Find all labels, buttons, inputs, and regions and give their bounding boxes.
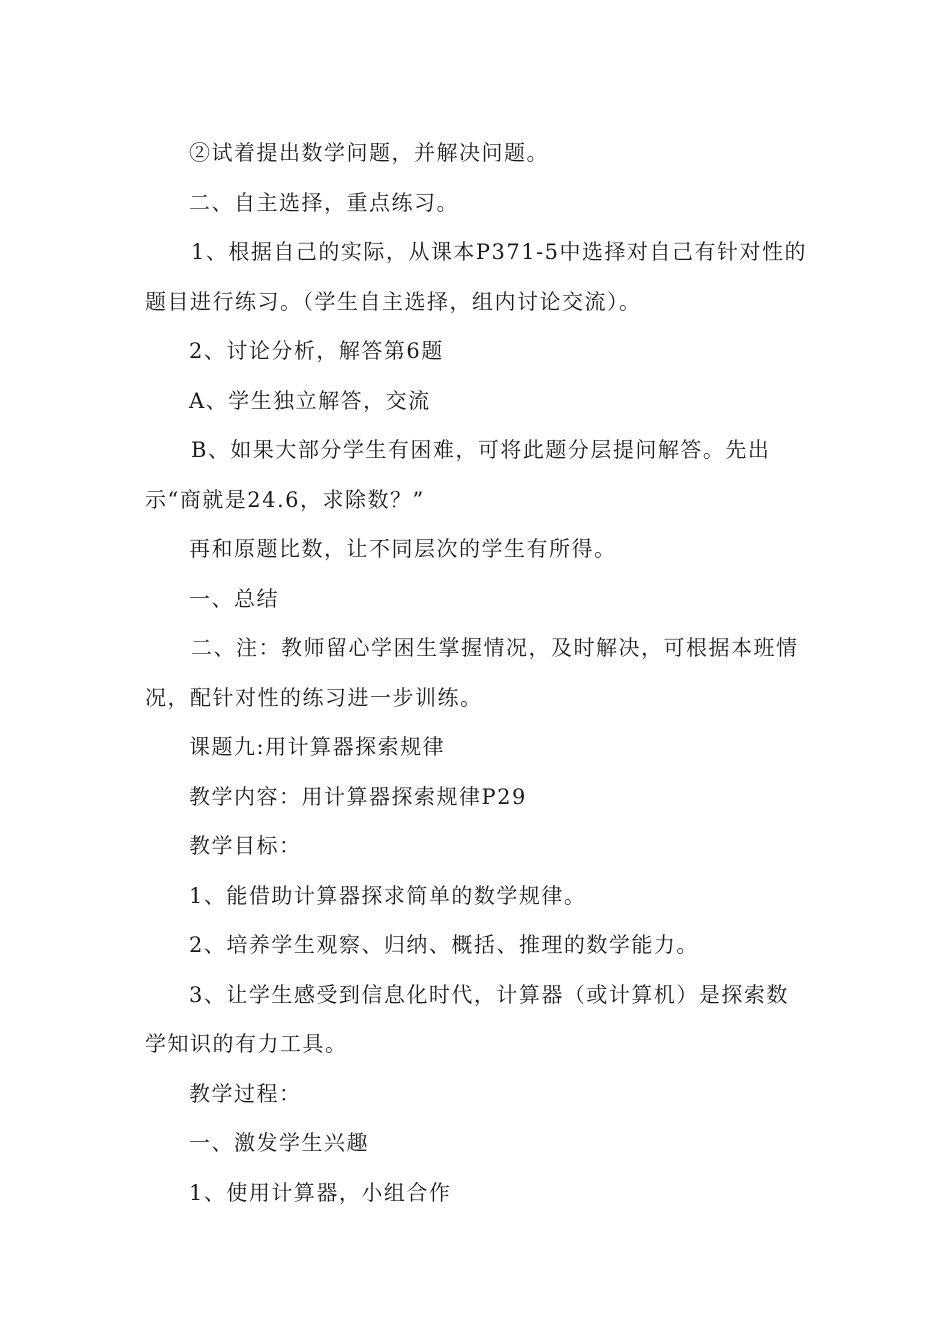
- process-step-1: 一、激发学生兴趣: [189, 1131, 369, 1155]
- document-body: [145, 129, 810, 1218]
- goal-1: 1、能借助计算器探求简单的数学规律。: [189, 883, 587, 908]
- teaching-process-heading: 教学过程：: [189, 1081, 302, 1106]
- heading-self-selection: 二、自主选择，重点练习。: [189, 190, 459, 215]
- paragraph-note: 二、注：教师留心学困生掌握情况，及时解决，可根据本班情况，配针对性的练习进一步训练。: [145, 636, 799, 710]
- paragraph-compare: 再和原题比数，让不同层次的学生有所得。: [189, 537, 617, 561]
- teaching-content: 教学内容：用计算器探索规律P29: [189, 784, 527, 809]
- paragraph-option-b: B、如果大部分学生有困难，可将此题分层提问解答。先出示“商就是24.6，求除数？”: [145, 438, 771, 512]
- lesson-title: 课题九:用计算器探索规律: [189, 735, 446, 759]
- paragraph-pose-problem: ②试着提出数学问题，并解决问题。: [189, 141, 549, 165]
- paragraph-practice-2: 2、讨论分析，解答第6题: [189, 339, 444, 363]
- goal-3: 3、让学生感受到信息化时代，计算器（或计算机）是探索数学知识的有力工具。: [145, 982, 789, 1056]
- process-substep-1: 1、使用计算器，小组合作: [189, 1180, 452, 1205]
- paragraph-option-a: A、学生独立解答，交流: [189, 388, 431, 413]
- teaching-goals-heading: 教学目标：: [189, 834, 302, 858]
- paragraph-practice-1: 1、根据自己的实际，从课本P371-5中选择对自己有针对性的题目进行练习。（学生自主选择，组内讨论交流）。: [145, 240, 808, 314]
- heading-summary: 一、总结: [189, 586, 279, 611]
- goal-2: 2、培养学生观察、归纳、概括、推理的数学能力。: [189, 933, 699, 957]
